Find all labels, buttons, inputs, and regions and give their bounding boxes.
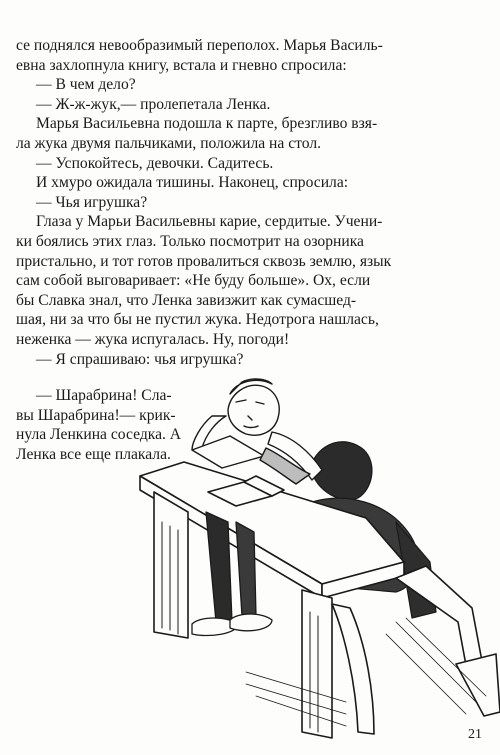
school-desk xyxy=(140,462,500,738)
text-line: евна захлопнула книгу, встала и гневно спросила: xyxy=(16,56,347,74)
text-line: сам собой выговаривает: «Не буду больше». Ох, если xyxy=(16,272,371,290)
text-line: пристально, и тот готов провалиться сквозь землю, язык xyxy=(16,252,392,270)
text-line: ла жука двумя пальчиками, положила на стол. xyxy=(16,134,322,152)
text-line: — Шарабрина! Сла- xyxy=(36,387,172,404)
text-line: шая, ни за что бы не пустил жука. Недотрога нашлась, xyxy=(16,311,379,329)
text-line: ки боялись этих глаз. Только посмотрит на озорника xyxy=(16,232,364,250)
text-line: — Я спрашиваю: чья игрушка? xyxy=(36,350,244,368)
text-line: — Ж-ж-жук,— пролепетала Ленка. xyxy=(36,95,271,113)
main-text xyxy=(16,36,482,369)
text-line: нула Ленкина соседка. А xyxy=(16,426,182,444)
text-line: Ленка все еще плакала. xyxy=(16,445,171,463)
text-line: Глаза у Марьи Васильевны карие, сердитые. Учени- xyxy=(36,213,383,231)
page-number: 21 xyxy=(468,727,482,742)
text-line: вы Шарабрина!— крик- xyxy=(16,406,176,424)
text-line: — Чья игрушка? xyxy=(36,193,148,211)
text-line: — В чем дело? xyxy=(36,76,136,94)
text-line: неженка — жука испугалась. Ну, погоди! xyxy=(16,330,290,348)
boy-figure xyxy=(192,379,322,484)
schoolboy-desk-illustration xyxy=(96,372,500,744)
text-line: — Успокойтесь, девочки. Садитесь. xyxy=(36,154,274,172)
text-line: се поднялся невообразимый переполох. Марья Василь- xyxy=(16,37,383,54)
text-line: Марья Васильевна подошла к парте, брезгливо взя- xyxy=(36,115,378,133)
text-line: бы Славка знал, что Ленка завизжит как сумасшед- xyxy=(16,291,357,309)
text-line: И хмуро ожидала тишины. Наконец, спросила: xyxy=(36,174,349,192)
